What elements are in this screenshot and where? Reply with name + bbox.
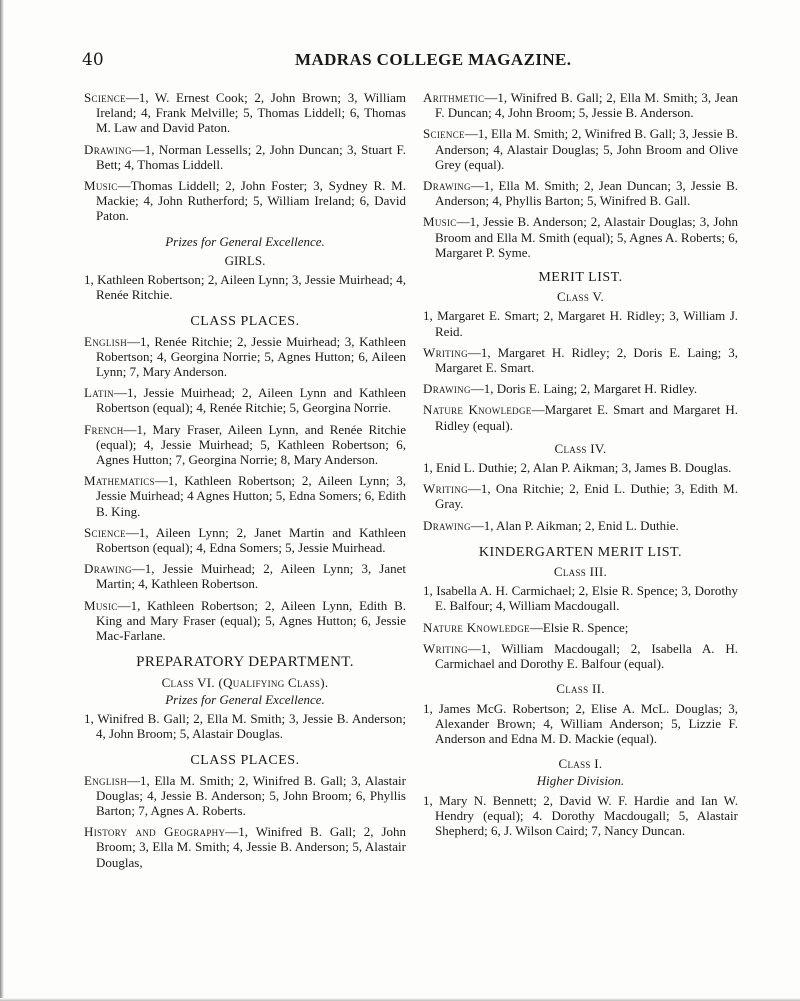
- prizes-heading-2: Prizes for General Excellence.: [165, 691, 325, 707]
- list-item: 1, Enid L. Duthie; 2, Alan P. Aikman; 3, James B. Douglas.: [423, 460, 732, 476]
- list-item: French—1, Mary Fraser, Aileen Lynn, and Renée Ritchie (equal); 4, Jessie Muirhead; 5, Kathleen Robertson; 6, Agnes Hutton; 7, Georgina Norrie; 8, Mary Anderson.: [84, 421, 406, 468]
- girls-heading: GIRLS.: [224, 252, 266, 268]
- page-edge-shadow: [0, 0, 4, 1001]
- page-number: 40: [82, 50, 104, 70]
- list-item: Music—1, Jessie B. Anderson; 2, Alastair Douglas; 3, John Broom and Ella M. Smith (equal); 5, Agnes A. Roberts; 6, Margaret P. Syme.: [423, 214, 738, 260]
- list-item: Drawing—1, Doris E. Laing; 2, Margaret H. Ridley.: [423, 381, 698, 397]
- class-two-list: 1, James McG. Robertson; 2, Elise A. McL. Douglas; 3, Alexander Brown; 4, William Anderson; 5, Lizzie F. Anderson and Edna M. D. Mackie (equal).: [423, 700, 738, 746]
- list-item: English—1, Ella M. Smith; 2, Winifred B. Gall; 3, Alastair Douglas; 4, Jessie B. Anderson; 5, John Broom; 6, Phyllis Barton; 7, Agnes A. Roberts.: [84, 772, 406, 818]
- right-column: [423, 90, 738, 844]
- magazine-title: MADRAS COLLEGE MAGAZINE.: [295, 50, 572, 69]
- list-item: Drawing—1, Norman Lessells; 2, John Duncan; 3, Stuart F. Bett; 4, Thomas Liddell.: [84, 141, 406, 172]
- preparatory-heading: PREPARATORY DEPARTMENT.: [136, 654, 354, 671]
- page-header: [82, 50, 742, 74]
- list-item: 1, Margaret E. Smart; 2, Margaret H. Ridley; 3, William J. Reid.: [423, 308, 738, 339]
- list-item: Drawing—1, Alan P. Aikman; 2, Enid L. Duthie.: [423, 517, 679, 533]
- list-item: Nature Knowledge—Elsie R. Spence;: [423, 619, 629, 635]
- class-places-heading: CLASS PLACES.: [190, 314, 300, 330]
- class-places-heading-2: CLASS PLACES.: [190, 753, 300, 769]
- list-item: Music—Thomas Liddell; 2, John Foster; 3, Sydney R. M. Mackie; 4, John Rutherford; 5, William Ireland; 6, David Paton.: [84, 178, 406, 224]
- list-item: Science—1, Aileen Lynn; 2, Janet Martin and Kathleen Robertson (equal); 4, Edna Somers; 5, Jessie Muirhead.: [84, 524, 406, 556]
- list-item: Science—1, Ella M. Smith; 2, Winifred B. Gall; 3, Jessie B. Anderson; 4, Alastair Douglas; 5, John Broom and Olive Grey (equal).: [423, 126, 738, 172]
- girls-prizes: 1, Kathleen Robertson; 2, Aileen Lynn; 3, Jessie Muirhead; 4, Renée Ritchie.: [84, 272, 406, 303]
- list-item: Arithmetic—1, Winifred B. Gall; 2, Ella M. Smith; 3, Jean F. Duncan; 4, John Broom; 5, Jessie B. Anderson.: [423, 90, 738, 121]
- prizes-heading: Prizes for General Excellence.: [165, 233, 325, 249]
- class-one-heading: Class I.: [558, 756, 603, 772]
- class-two-heading: Class II.: [556, 681, 605, 697]
- class-five-heading: Class V.: [556, 289, 605, 305]
- list-item: 1, Isabella A. H. Carmichael; 2, Elsie R. Spence; 3, Dorothy E. Balfour; 4, William Macdougall.: [423, 583, 738, 614]
- list-item: Nature Knowledge—Margaret E. Smart and Margaret H. Ridley (equal).: [423, 402, 738, 433]
- list-item: Latin—1, Jessie Muirhead; 2, Aileen Lynn and Kathleen Robertson (equal); 4, Renée Ritchie; 5, Georgina Norrie.: [84, 385, 406, 416]
- list-item: Music—1, Kathleen Robertson; 2, Aileen Lynn, Edith B. King and Mary Fraser (equal); 5, Agnes Hutton; 6, Jessie Mac-Farlane.: [84, 597, 406, 644]
- list-item: Mathematics—1, Kathleen Robertson; 2, Aileen Lynn; 3, Jessie Muirhead; 4 Agnes Hutton; 5, Edna Somers; 6, Edith B. King.: [84, 473, 406, 519]
- kindergarten-heading: KINDERGARTEN MERIT LIST.: [478, 544, 683, 560]
- list-item: English—1, Renée Ritchie; 2, Jessie Muirhead; 3, Kathleen Robertson; 4, Georgina Norrie; 5, Agnes Hutton; 6, Aileen Lynn; 7, Mary Anderson.: [84, 333, 406, 380]
- class-one-list: 1, Mary N. Bennett; 2, David W. F. Hardie and Ian W. Hendry (equal); 4. Dorothy Macdougall; 5, Alastair Shepherd; 6, J. Wilson Caird; 7, Nancy Duncan.: [423, 792, 738, 838]
- class-six-heading: Class VI. (Qualifying Class).: [161, 674, 329, 690]
- list-item: Drawing—1, Ella M. Smith; 2, Jean Duncan; 3, Jessie B. Anderson; 4, Phyllis Barton; 5, Winifred B. Gall.: [423, 178, 738, 209]
- list-item: History and Geography—1, Winifred B. Gall; 2, John Broom; 3, Ella M. Smith; 4, Jessie B. Anderson; 5, Alastair Douglas,: [84, 824, 407, 870]
- merit-list-heading: MERIT LIST.: [538, 270, 623, 286]
- left-column: [84, 90, 406, 876]
- list-item: Writing—1, Margaret H. Ridley; 2, Doris E. Laing; 3, Margaret E. Smart.: [423, 344, 738, 376]
- class-three-heading: Class III.: [553, 564, 608, 580]
- list-item: Writing—1, William Macdougall; 2, Isabella A. H. Carmichael and Dorothy E. Balfour (equal).: [423, 640, 738, 672]
- list-item: Writing—1, Ona Ritchie; 2, Enid L. Duthie; 3, Edith M. Gray.: [423, 481, 738, 512]
- class-four-heading: Class IV.: [554, 440, 607, 456]
- list-item: Science—1, W. Ernest Cook; 2, John Brown; 3, William Ireland; 4, Frank Melville; 5, Thomas Liddell; 6, Thomas M. Law and David Paton.: [84, 90, 406, 136]
- class-six-prizes: 1, Winifred B. Gall; 2, Ella M. Smith; 3, Jessie B. Anderson; 4, John Broom; 5, Alastair Douglas.: [84, 710, 406, 742]
- higher-division-heading: Higher Division.: [536, 773, 625, 789]
- list-item: Drawing—1, Jessie Muirhead; 2, Aileen Lynn; 3, Janet Martin; 4, Kathleen Robertson.: [84, 561, 406, 592]
